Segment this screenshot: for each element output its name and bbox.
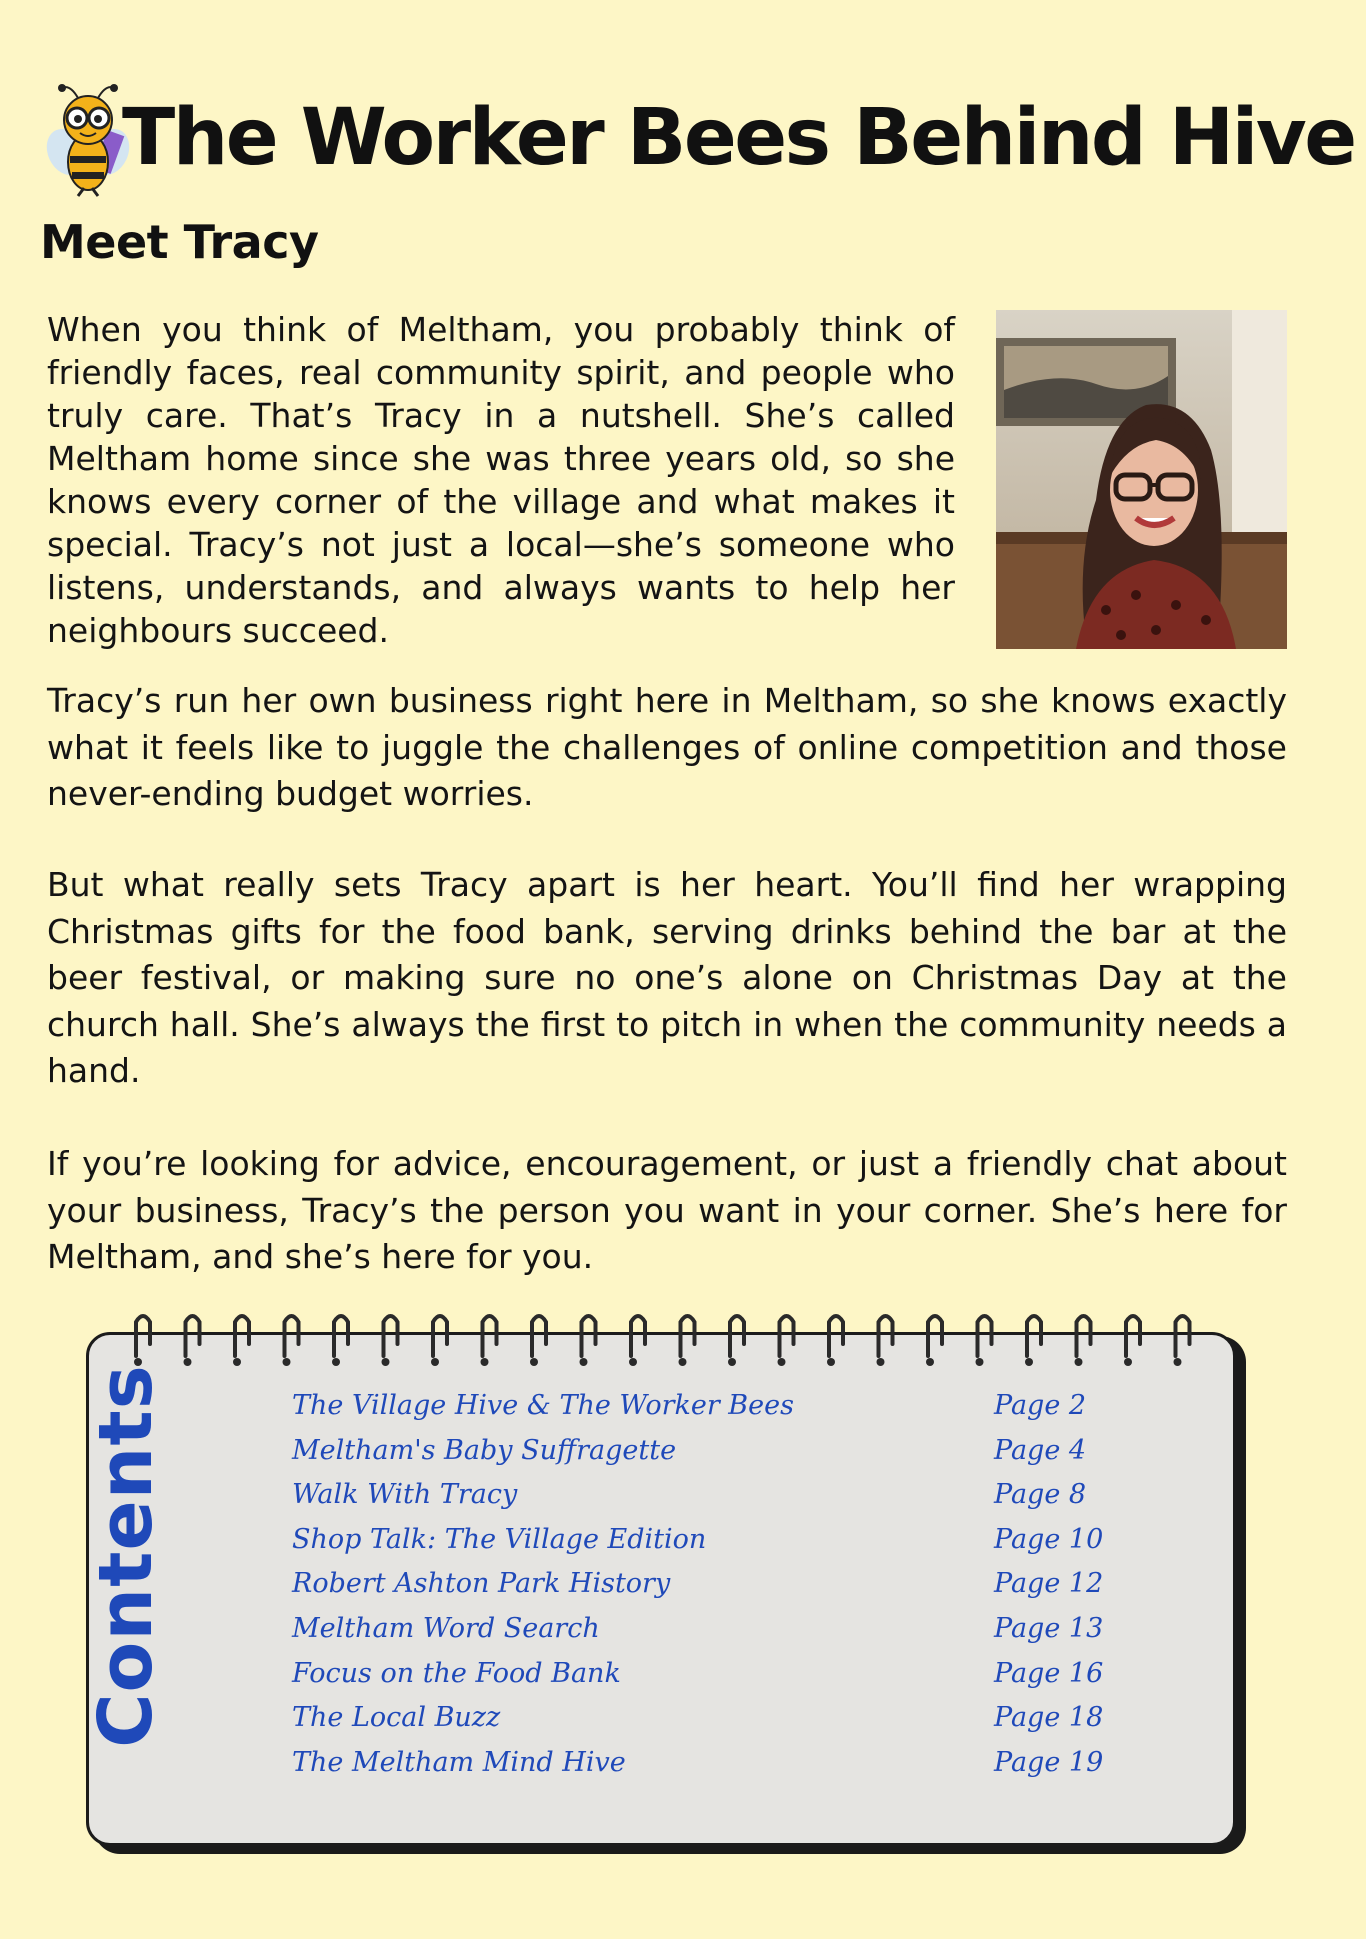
contents-item[interactable] (292, 1747, 1152, 1792)
contents-item-title: The Village Hive & The Worker Bees (292, 1390, 794, 1421)
page-title: The Worker Bees Behind Hive (122, 93, 1355, 183)
contents-heading: Contents (83, 1364, 169, 1748)
contents-item[interactable] (292, 1658, 1152, 1703)
contents-item-title: Walk With Tracy (292, 1479, 518, 1511)
contents-item-page: Page 13 (994, 1612, 1104, 1644)
tracy-portrait (996, 310, 1287, 649)
contents-item[interactable] (292, 1479, 1152, 1524)
contents-item-page: Page 16 (994, 1657, 1104, 1689)
community-paragraph: But what really sets Tracy apart is her heart. You’ll find her wrapping Christmas gifts for the food bank, serving drinks behind the bar at the beer festival, or making sure no one’s alone on Christmas Day at the church hall. She’s always the first to pitch in when the community needs a hand. (47, 865, 1287, 1090)
business-paragraph: Tracy’s run her own business right here in Meltham, so she knows exactly what it feels like to juggle the challenges of online competition and those never-ending budget worries. (47, 681, 1287, 813)
contents-list (292, 1390, 1152, 1791)
contents-item-page: Page 18 (994, 1702, 1104, 1734)
intro-paragraph: When you think of Meltham, you probably think of friendly faces, real community spirit, and people who truly care. That’s Tracy in a nutshell. She’s called Meltham home since she was three years old, so she knows every corner of the village and what makes it special. Tracy’s not just a local—she’s someone who listens, understands, and always wants to help her neighbours succeed. (47, 310, 955, 650)
contents-item-title: The Local Buzz (292, 1702, 501, 1734)
contents-item-title: Focus on the Food Bank (292, 1657, 621, 1689)
contents-item[interactable] (292, 1524, 1152, 1569)
contents-item-page: Page 4 (994, 1434, 1087, 1466)
section-subtitle: Meet Tracy (40, 215, 319, 269)
contents-item-page: Page 2 (994, 1390, 1087, 1421)
contents-item-title: Shop Talk: The Village Edition (292, 1523, 707, 1555)
contents-item[interactable] (292, 1613, 1152, 1658)
contents-item[interactable] (292, 1390, 1152, 1435)
contents-item-title: The Meltham Mind Hive (292, 1746, 626, 1778)
contents-item-title: Robert Ashton Park History (292, 1568, 671, 1600)
closing-paragraph: If you’re looking for advice, encouragement, or just a friendly chat about your business, Tracy’s the person you want in your corner. She’s here for Meltham, and she’s here for you. (47, 1144, 1287, 1276)
contents-item-title: Meltham Word Search (292, 1612, 600, 1644)
contents-item-page: Page 19 (994, 1746, 1104, 1778)
contents-item-page: Page 8 (994, 1479, 1087, 1511)
contents-item-title: Meltham's Baby Suffragette (292, 1434, 677, 1466)
contents-item[interactable] (292, 1435, 1152, 1480)
spiral-rings-icon (86, 1306, 1248, 1386)
contents-item-page: Page 12 (994, 1568, 1104, 1600)
contents-item-page: Page 10 (994, 1523, 1104, 1555)
contents-item[interactable] (292, 1568, 1152, 1613)
contents-item[interactable] (292, 1702, 1152, 1747)
